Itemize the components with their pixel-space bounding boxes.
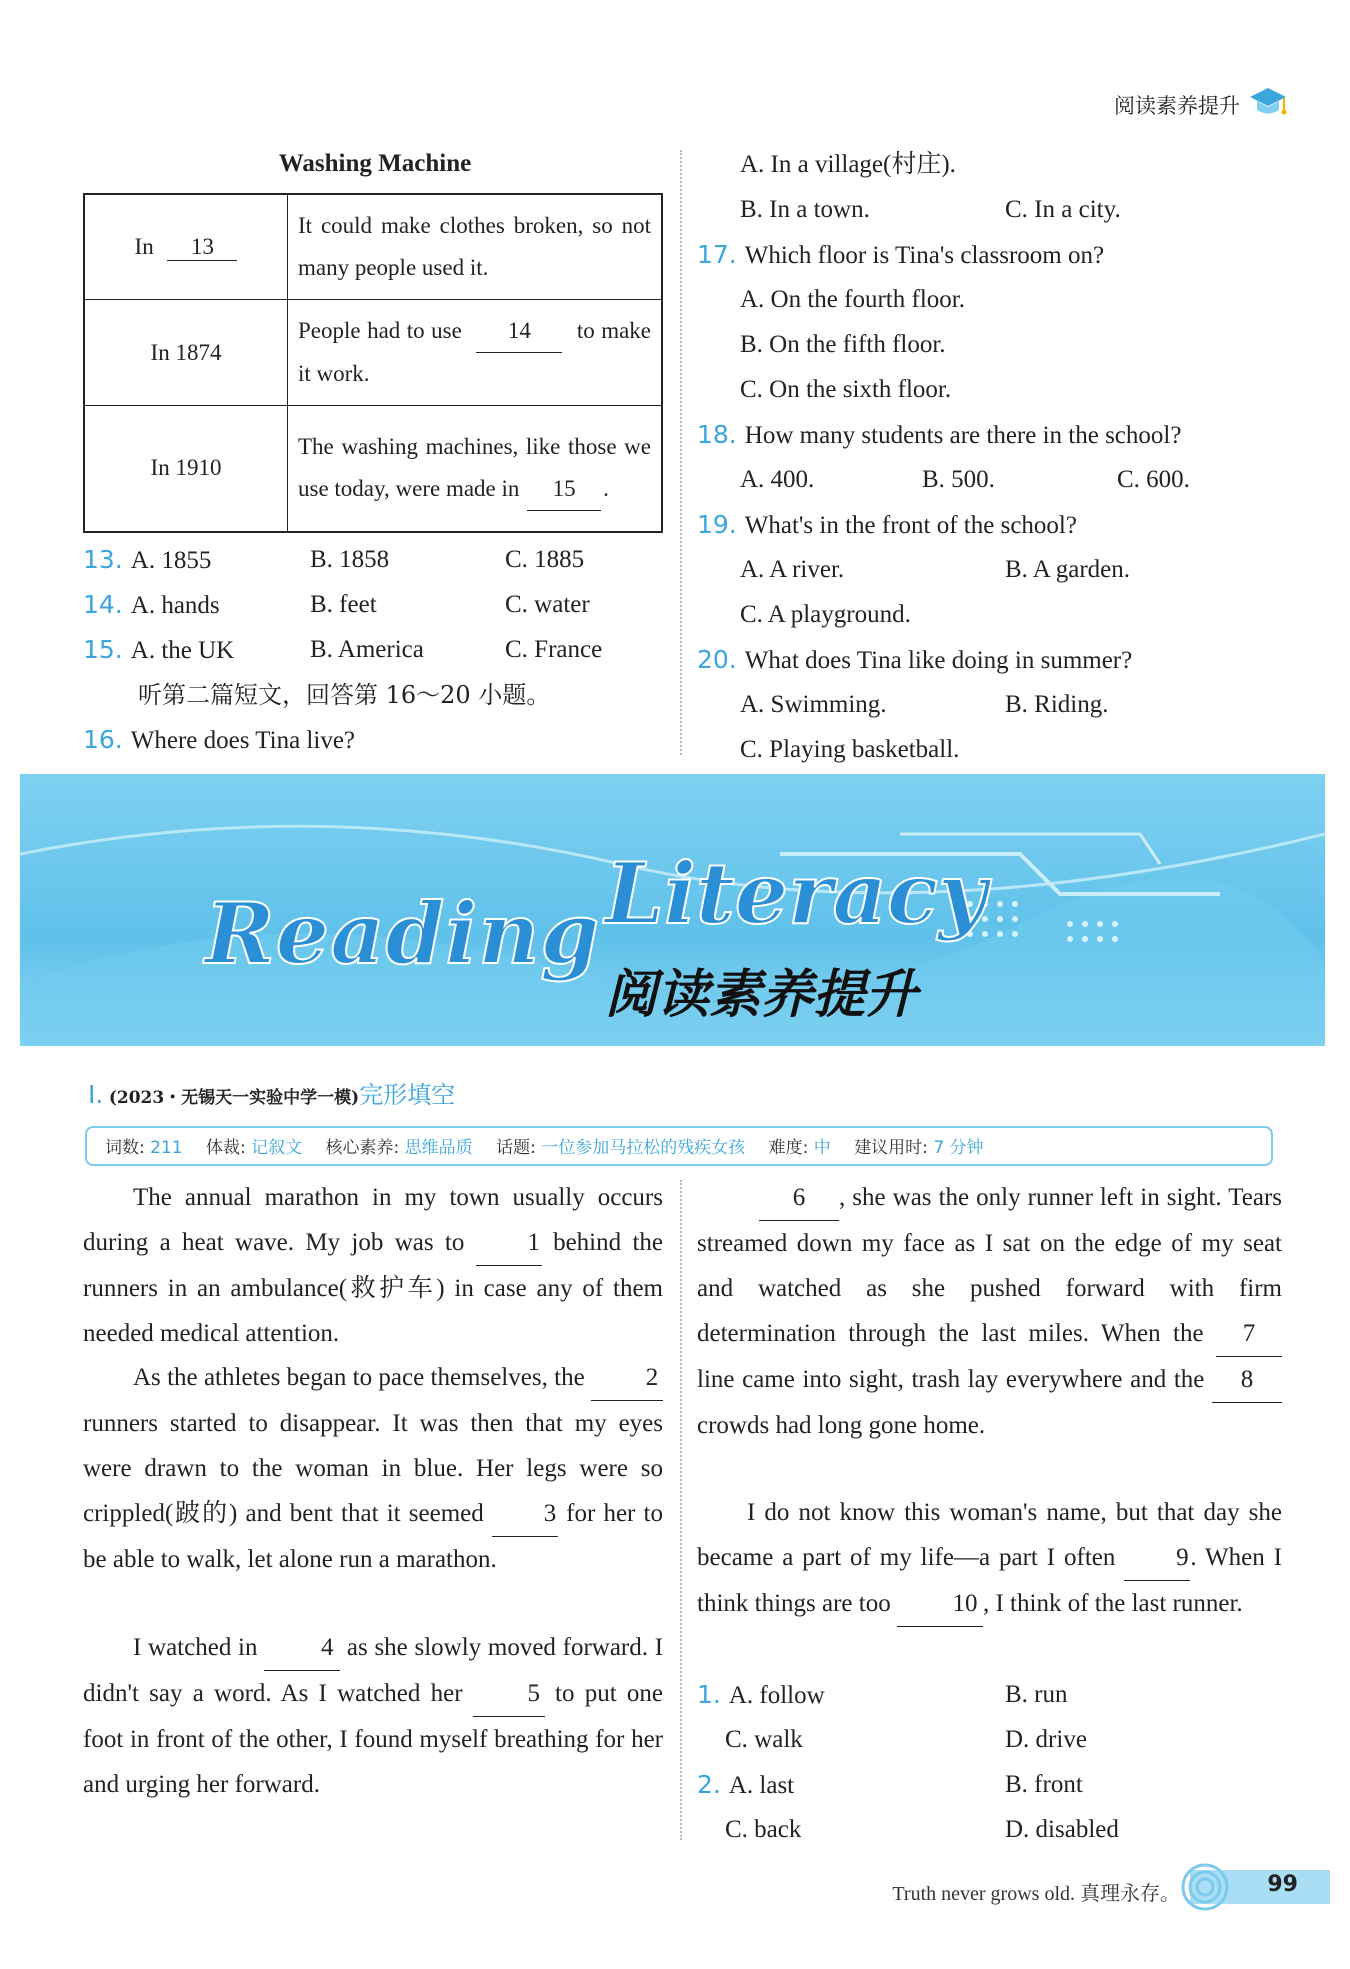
- passage-paragraph-2: [83, 1355, 663, 1582]
- option-a[interactable]: A. last: [728, 1772, 795, 1799]
- option-b[interactable]: B. 500.: [922, 466, 995, 493]
- passage-text: As the athletes began to pace themselves, the: [133, 1364, 585, 1391]
- blank-number: 15: [552, 475, 576, 501]
- question-number: 15.: [83, 635, 123, 664]
- passage-text: . When I think things are too: [697, 1544, 1282, 1617]
- option-b[interactable]: B. On the fifth floor.: [740, 331, 946, 358]
- blank-number: 5: [527, 1680, 541, 1707]
- footer-motto: Truth never grows old. 真理永存。: [892, 1883, 1180, 1905]
- option-a[interactable]: A. Swimming.: [740, 691, 887, 718]
- description-cell: [288, 300, 663, 406]
- blank-number: 7: [1242, 1320, 1256, 1347]
- option-a[interactable]: A. 1855: [130, 547, 212, 574]
- question-number: 16.: [83, 725, 123, 754]
- question-number: 1.: [697, 1680, 721, 1709]
- reading-literacy-banner: [20, 774, 1325, 1046]
- description-text: The washing machines, like those we use today, were made in: [298, 433, 651, 501]
- section-roman-number: Ⅰ.: [88, 1080, 104, 1109]
- info-label: 话题:: [496, 1138, 536, 1158]
- year-text: In: [134, 233, 154, 259]
- passage-paragraph-4: [697, 1175, 1282, 1448]
- blank-number: 3: [543, 1500, 557, 1527]
- option-b[interactable]: B. front: [1005, 1771, 1083, 1798]
- passage-text: crowds had long gone home.: [697, 1412, 986, 1439]
- blank-number: 13: [190, 233, 214, 259]
- graduation-cap-icon: [1248, 84, 1288, 120]
- blank-number: 4: [320, 1634, 334, 1661]
- question-14: [83, 590, 220, 621]
- info-value: 中: [813, 1138, 831, 1158]
- page-number: 99: [1267, 1872, 1298, 1897]
- blank-number: 6: [792, 1184, 806, 1211]
- banner-word-reading: Reading: [205, 884, 601, 983]
- year-cell: [84, 194, 288, 300]
- info-label: 词数:: [105, 1138, 145, 1158]
- question-number: 13.: [83, 545, 123, 574]
- answer-blank[interactable]: [1124, 1535, 1190, 1581]
- option-c[interactable]: C. On the sixth floor.: [740, 376, 952, 403]
- passage-paragraph-5: [697, 1490, 1282, 1627]
- option-a[interactable]: A. A river.: [740, 556, 845, 583]
- description-text: .: [603, 475, 609, 501]
- listening-instruction: 听第二篇短文，回答第 16～20 小题。: [138, 681, 551, 709]
- table-row: [84, 406, 662, 532]
- answer-blank[interactable]: [527, 468, 601, 511]
- question-number: 14.: [83, 590, 123, 619]
- answer-blank[interactable]: [1216, 1311, 1282, 1357]
- washing-machine-table: [83, 193, 663, 533]
- option-a[interactable]: A. the UK: [130, 637, 235, 664]
- passage-text: for her to be able to walk, let alone run a marathon.: [83, 1500, 664, 1573]
- option-a[interactable]: A. 400.: [740, 466, 815, 493]
- passage-text: The annual marathon in my town usually occurs during a heat wave. My job was to: [83, 1184, 663, 1256]
- passage-text: behind the runners in an ambulance(救护车) in case any of them needed medical attention.: [83, 1229, 664, 1347]
- question-number: 20.: [697, 645, 737, 674]
- answer-blank[interactable]: [476, 310, 562, 353]
- section-source: (2023・无锡天一实验中学一模): [108, 1088, 360, 1108]
- passage-text: runners started to disappear. It was then that my eyes were drawn to the woman in blue. Her legs were so crippled(跛的) and bent that it seemed: [83, 1410, 663, 1527]
- info-label: 建议用时:: [854, 1138, 928, 1158]
- question-13: [83, 545, 211, 576]
- choice-question-1: [697, 1680, 825, 1711]
- banner-word-literacy: Literacy: [605, 844, 987, 943]
- description-cell: It could make clothes broken, so not many people used it.: [288, 194, 663, 300]
- section-type: 完形填空: [359, 1081, 456, 1109]
- passage-text: , she was the only runner left in sight. Tears streamed down my face as I sat on the edge of my seat and watched as she pushed forward with firm determination through the last miles. When the: [697, 1184, 1282, 1347]
- question-text: What's in the front of the school?: [744, 512, 1077, 539]
- description-text: to make it work.: [298, 318, 652, 386]
- option-b[interactable]: B. A garden.: [1005, 556, 1130, 583]
- question-17: [697, 240, 1104, 271]
- section-heading: [88, 1080, 455, 1113]
- description-text: People had to use: [298, 318, 462, 343]
- question-19: [697, 510, 1077, 541]
- option-c[interactable]: C. back: [725, 1816, 802, 1843]
- question-20: [697, 645, 1132, 676]
- table-title: Washing Machine: [278, 150, 472, 177]
- spiral-icon: [1180, 1862, 1230, 1912]
- option-c[interactable]: C. water: [505, 591, 590, 618]
- option-b[interactable]: B. Riding.: [1005, 691, 1109, 718]
- answer-blank[interactable]: [167, 234, 237, 261]
- question-text: What does Tina like doing in summer?: [744, 647, 1133, 674]
- table-row: [84, 300, 662, 406]
- info-value: 一位参加马拉松的残疾女孩: [541, 1138, 746, 1158]
- question-number: 17.: [697, 240, 737, 269]
- option-c[interactable]: C. 600.: [1117, 466, 1190, 493]
- option-a[interactable]: A. On the fourth floor.: [740, 286, 965, 313]
- option-c[interactable]: C. Playing basketball.: [740, 736, 960, 763]
- blank-number: 2: [645, 1364, 659, 1391]
- question-text: Where does Tina live?: [130, 727, 356, 754]
- passage-info-box: [85, 1126, 1273, 1166]
- answer-blank[interactable]: [1212, 1357, 1282, 1403]
- info-label: 难度:: [768, 1138, 809, 1158]
- passage-paragraph-1: [83, 1175, 663, 1356]
- option-b[interactable]: B. run: [1005, 1681, 1068, 1708]
- info-value: 记叙文: [251, 1138, 303, 1158]
- option-b[interactable]: B. In a town.: [740, 196, 870, 223]
- question-number: 2.: [697, 1770, 721, 1799]
- table-row: [84, 194, 662, 300]
- info-value: 211: [150, 1138, 183, 1158]
- answer-blank[interactable]: [897, 1581, 983, 1627]
- option-a[interactable]: A. In a village(村庄).: [740, 151, 956, 178]
- option-c[interactable]: C. 1885: [505, 546, 585, 573]
- column-divider: [680, 1180, 682, 1840]
- option-d[interactable]: D. drive: [1005, 1726, 1087, 1753]
- column-divider: [680, 150, 682, 755]
- blank-number: 1: [527, 1229, 540, 1256]
- passage-text: as she slowly moved forward. I didn't say a word. As I watched her: [83, 1634, 664, 1707]
- option-c[interactable]: C. In a city.: [1005, 196, 1121, 223]
- section-header-label: 阅读素养提升: [1114, 94, 1240, 118]
- answer-blank[interactable]: [473, 1671, 545, 1717]
- year-cell: In 1874: [84, 300, 288, 406]
- option-c[interactable]: C. walk: [725, 1726, 803, 1753]
- passage-text: I do not know this woman's name, but that day she became a part of my life—a part I often: [697, 1499, 1282, 1571]
- year-cell: In 1910: [84, 406, 288, 532]
- blank-number: 9: [1176, 1544, 1189, 1571]
- passage-text: to put one foot in front of the other, I found myself breathing for her and urging her forward.: [83, 1680, 664, 1798]
- answer-blank[interactable]: [476, 1220, 542, 1266]
- option-b[interactable]: B. America: [310, 636, 424, 663]
- question-16: [83, 725, 355, 756]
- answer-blank[interactable]: [492, 1491, 558, 1537]
- question-text: How many students are there in the school?: [744, 422, 1182, 449]
- option-b[interactable]: B. 1858: [310, 546, 390, 573]
- answer-blank[interactable]: [264, 1625, 340, 1671]
- info-label: 核心素养:: [325, 1138, 400, 1158]
- question-text: Which floor is Tina's classroom on?: [744, 242, 1105, 269]
- blank-number: 8: [1240, 1366, 1254, 1393]
- info-label: 体裁:: [206, 1138, 246, 1158]
- option-c[interactable]: C. France: [505, 636, 603, 663]
- passage-paragraph-3: [83, 1625, 663, 1807]
- question-number: 18.: [697, 420, 737, 449]
- passage-text: I watched in: [133, 1634, 258, 1661]
- blank-number: 10: [952, 1590, 978, 1617]
- option-c[interactable]: C. A playground.: [740, 601, 911, 628]
- question-number: 19.: [697, 510, 737, 539]
- choice-question-2: [697, 1770, 794, 1801]
- question-15: [83, 635, 234, 666]
- banner-subtitle: 阅读素养提升: [605, 965, 918, 1025]
- info-value: 思维品质: [404, 1138, 473, 1158]
- answer-blank[interactable]: [591, 1355, 663, 1401]
- option-a[interactable]: A. hands: [130, 592, 220, 619]
- option-a[interactable]: A. follow: [728, 1682, 825, 1709]
- passage-text: line came into sight, trash lay everywhere and the: [697, 1366, 1205, 1393]
- blank-number: 14: [507, 318, 531, 343]
- answer-blank[interactable]: [759, 1175, 839, 1221]
- info-value: 7 分钟: [933, 1138, 984, 1158]
- passage-text: , I think of the last runner.: [982, 1590, 1243, 1617]
- question-18: [697, 420, 1181, 451]
- option-b[interactable]: B. feet: [310, 591, 377, 618]
- option-d[interactable]: D. disabled: [1005, 1816, 1119, 1843]
- description-cell: [288, 406, 663, 532]
